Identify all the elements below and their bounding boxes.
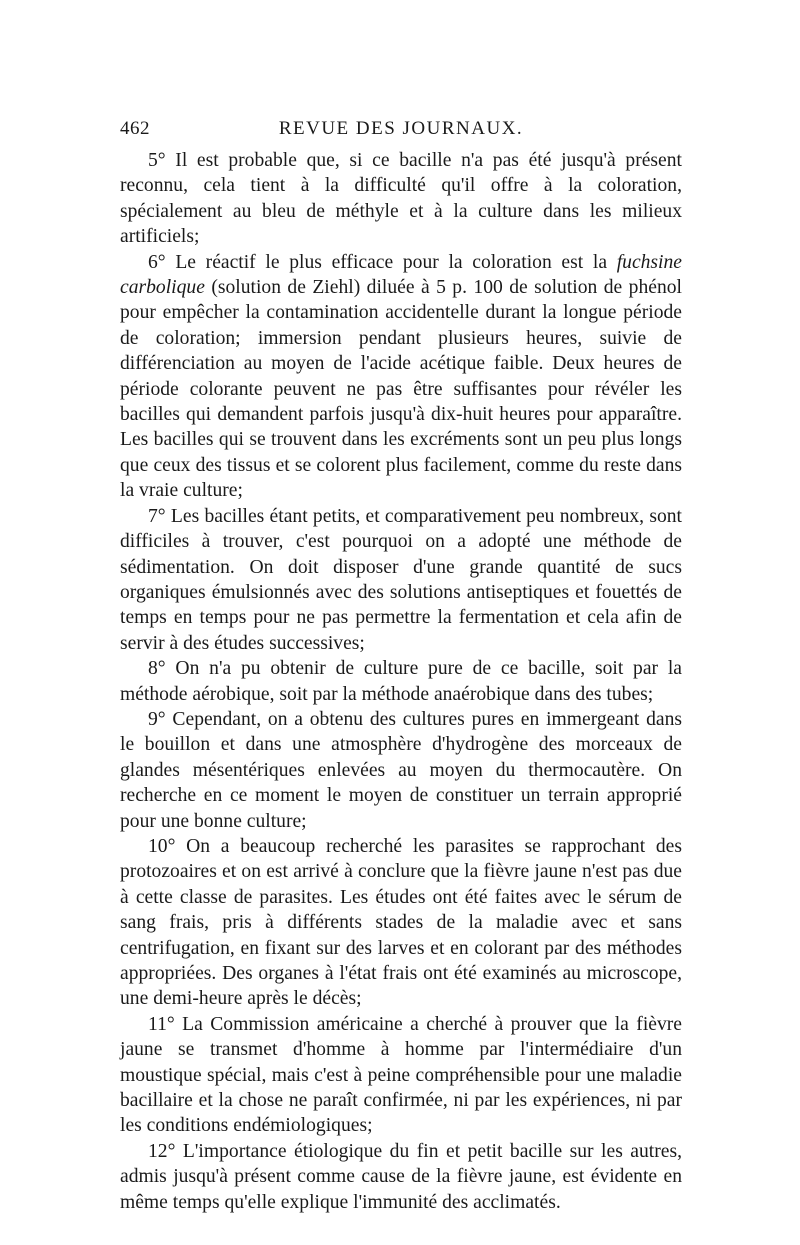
- running-head: [120, 118, 682, 148]
- paragraph-6: [120, 250, 682, 504]
- paragraph-number: 12°: [148, 1140, 176, 1162]
- paragraph-text: Cependant, on a obtenu des cultures pures en immergeant dans le bouillon et dans une atmosphère d'hydrogène des morceaux de glandes mésentériques enlevées au moyen du thermocautère. On recherche en ce moment le moyen de constituer un terrain approprié pour une bonne culture;: [120, 708, 682, 832]
- paragraph-number: 11°: [148, 1013, 175, 1035]
- paragraph-text: Les bacilles étant petits, et comparativement peu nombreux, sont difficiles à trouver, c'est pourquoi on a adopté une méthode de sédimentation. On doit disposer d'une grande quantité de sucs organiques émulsionnés avec des solutions antiseptiques et fouettés de temps en temps pour ne pas permettre la fermentation et cela afin de servir à des études successives;: [120, 505, 682, 654]
- paragraph-text: (solution de Ziehl) diluée à 5 p. 100 de solution de phénol pour empêcher la contamination accidentelle durant la longue période de coloration; immersion pendant plusieurs heures, suivie de différenciation au moyen de l'acide acétique faible. Deux heures de période colorante peuvent ne pas être suffisantes pour révéler les bacilles qui demandent parfois jusqu'à dix-huit heures pour apparaître. Les bacilles qui se trouvent dans les excréments sont un peu plus longs que ceux des tissus et se colorent plus facilement, comme du reste dans la vraie culture;: [120, 277, 682, 502]
- body-text: [120, 148, 682, 1215]
- paragraph-5: [120, 148, 682, 250]
- paragraph-number: 9°: [148, 708, 166, 730]
- paragraph-number: 7°: [148, 505, 166, 527]
- paragraph-text: L'importance étiologique du fin et petit bacille sur les autres, admis jusqu'à présent comme cause de la fièvre jaune, est évidente en même temps qu'elle explique l'immunité des acclimatés.: [120, 1140, 682, 1213]
- paragraph-8: [120, 656, 682, 707]
- italic-term: fuchsine carbolique: [120, 251, 682, 299]
- paragraph-text: La Commission américaine a cherché à prouver que la fièvre jaune se transmet d'homme à homme par l'intermédiaire d'un moustique spécial, mais c'est à peine compréhensible pour une maladie bacillaire et la chose ne paraît confirmée, ni par les expériences, ni par les conditions endémiologiques;: [120, 1013, 682, 1137]
- paragraph-11: [120, 1012, 682, 1139]
- paragraph-text: On a beaucoup recherché les parasites se rapprochant des protozoaires et on est arrivé à conclure que la fièvre jaune n'est pas due à cette classe de parasites. Les études ont été faites avec le sérum de sang frais, pris à différents stades de la maladie avec et sans centrifugation, en fixant sur des larves et en colorant par des méthodes appropriées. Des organes à l'état frais ont été examinés au microscope, une demi-heure après le décès;: [120, 835, 682, 1010]
- paragraph-number: 8°: [148, 658, 166, 680]
- journal-title: REVUE DES JOURNAUX.: [278, 118, 524, 139]
- paragraph-number: 10°: [148, 835, 176, 857]
- page-number: 462: [120, 118, 150, 139]
- paragraph-text: Le réactif le plus efficace pour la coloration est la: [165, 251, 617, 273]
- paragraph-12: [120, 1139, 682, 1215]
- paragraph-text: On n'a pu obtenir de culture pure de ce bacille, soit par la méthode aérobique, soit par la méthode anaérobique dans des tubes;: [120, 658, 682, 705]
- paragraph-7: [120, 504, 682, 656]
- paragraph-text: Il est probable que, si ce bacille n'a pas été jusqu'à présent reconnu, cela tient à la difficulté qu'il offre à la coloration, spécialement au bleu de méthyle et à la culture dans les milieux artificiels;: [120, 150, 682, 248]
- document-page: [120, 118, 682, 1215]
- paragraph-9: [120, 707, 682, 834]
- paragraph-10: [120, 834, 682, 1012]
- paragraph-number: 5°: [148, 150, 166, 171]
- paragraph-number: 6°: [148, 251, 166, 273]
